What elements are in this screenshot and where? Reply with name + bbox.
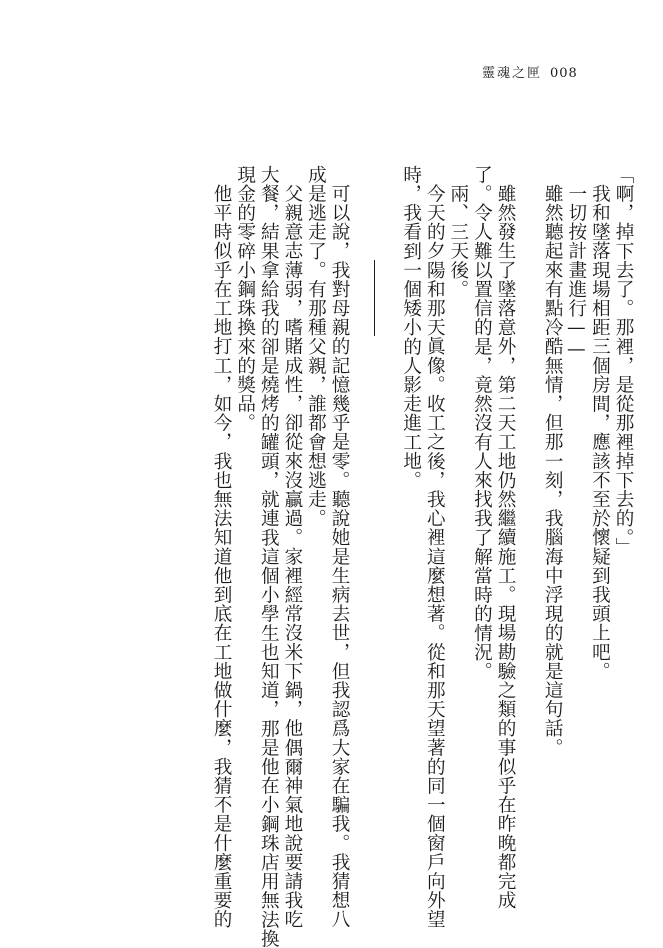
- text-line: 一切按計畫進行——: [565, 183, 587, 361]
- text-line: 「啊，掉下去了。那裡，是從那裡掉下去的。」: [613, 165, 634, 557]
- text-line: 雖然發生了墜落意外，第二天工地仍然繼續施工。現場勘驗之類的事似乎在昨晚都完成: [495, 183, 517, 910]
- section-break-rule: [351, 165, 399, 890]
- text-line: 他平時似乎在工地打工，如今，我也無法知道他到底在工地做什麼，我猜不是什麼重要的: [211, 183, 233, 929]
- text-line: 時，我看到一個矮小的人影走進工地。: [400, 165, 422, 490]
- text-line: 成是逃走了。有那種父親，誰都會想逃走。: [305, 165, 327, 528]
- text-line: 可以說，我對母親的記憶幾乎是零。聽說她是生病去世，但我認爲大家在騙我。我猜想八: [329, 183, 351, 929]
- text-line: 了。令人難以置信的是，竟然沒有人來找我了解當時的情況。: [471, 165, 493, 681]
- paragraph-gap: [517, 165, 541, 890]
- text-line: 兩、三天後。: [447, 183, 469, 299]
- text-line: 雖然聽起來有點冷酷無情，但那一刻，我腦海中浮現的就是這句話。: [542, 183, 564, 757]
- page-number: 008: [550, 66, 578, 81]
- book-title: 靈魂之匣: [482, 66, 543, 81]
- text-line: 大餐，結果拿給我的卻是燒烤的罐頭，就連我這個小學生也知道，那是他在小鋼珠店用無法換: [258, 165, 280, 948]
- text-line: 父親意志薄弱，嗜賭成性，卻從來沒贏過。家裡經常沒米下鍋，他偶爾神氣地說要請我吃: [281, 183, 303, 929]
- text-line: 現金的零碎小鋼珠換來的獎品。: [234, 165, 256, 433]
- text-line: 今天的夕陽和那天眞像。收工之後，我心裡這麼想著。從和那天望著的同一個窗戶向外望: [424, 183, 446, 929]
- text-line: 我和墜落現場相距三個房間，應該不至於懷疑到我頭上吧。: [589, 183, 611, 681]
- running-head: [482, 62, 612, 84]
- body-text: [210, 165, 636, 948]
